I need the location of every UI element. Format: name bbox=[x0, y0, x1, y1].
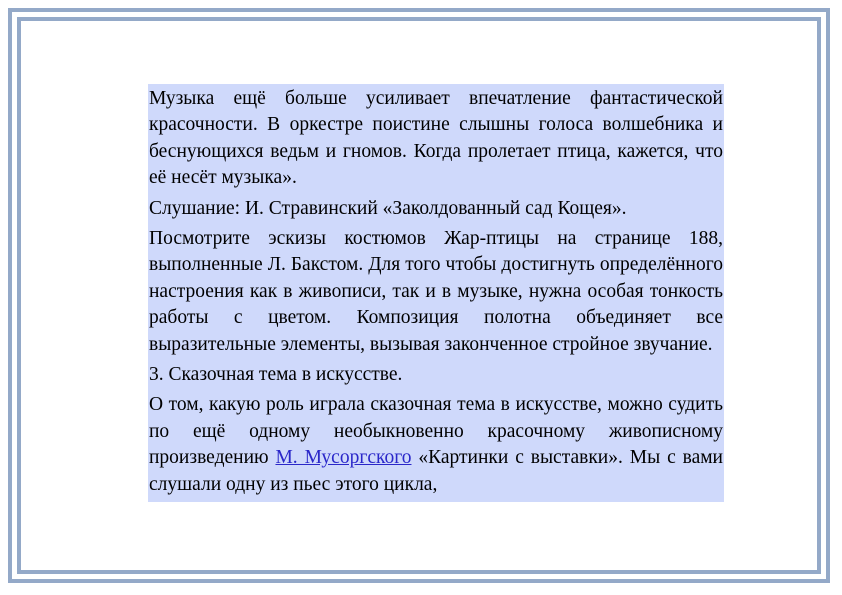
paragraph-text-before-link: О том, какую роль играла сказочная тема в искусстве, можно судить по ещё одному необыкновенно красочному живописному произведению bbox=[149, 394, 723, 469]
paragraph-text-after-link: «Картинки с выставки». Мы с вами слушали одну из пьес этого цикла, bbox=[149, 447, 723, 495]
paragraph-bakst-sketches: Посмотрите эскизы костюмов Жар-птицы на странице 188, выполненные Л. Бакстом. Для того чтобы достигнуть определённого настроения как в живописи, так и в музыке, нужна особая тонкость работы с цветом. Композиция полотна объединяет все выразительные элементы, вызывая законченное стройное звучание. bbox=[149, 228, 723, 355]
slide-text-box bbox=[148, 84, 724, 502]
paragraph-section-heading: 3. Сказочная тема в искусстве. bbox=[149, 364, 403, 386]
paragraph-fairytale-theme bbox=[149, 392, 723, 498]
paragraph-listening: Слушание: И. Стравинский «Заколдованный сад Кощея». bbox=[149, 197, 627, 219]
mussorgsky-link[interactable]: М. Мусоргского bbox=[275, 447, 412, 469]
paragraph-music-impression: Музыка ещё больше усиливает впечатление фантастической красочности. В оркестре поистине слышны голоса волшебника и беснующихся ведьм и гномов. Когда пролетает птица, кажется, что её несёт музыка». bbox=[149, 88, 723, 189]
